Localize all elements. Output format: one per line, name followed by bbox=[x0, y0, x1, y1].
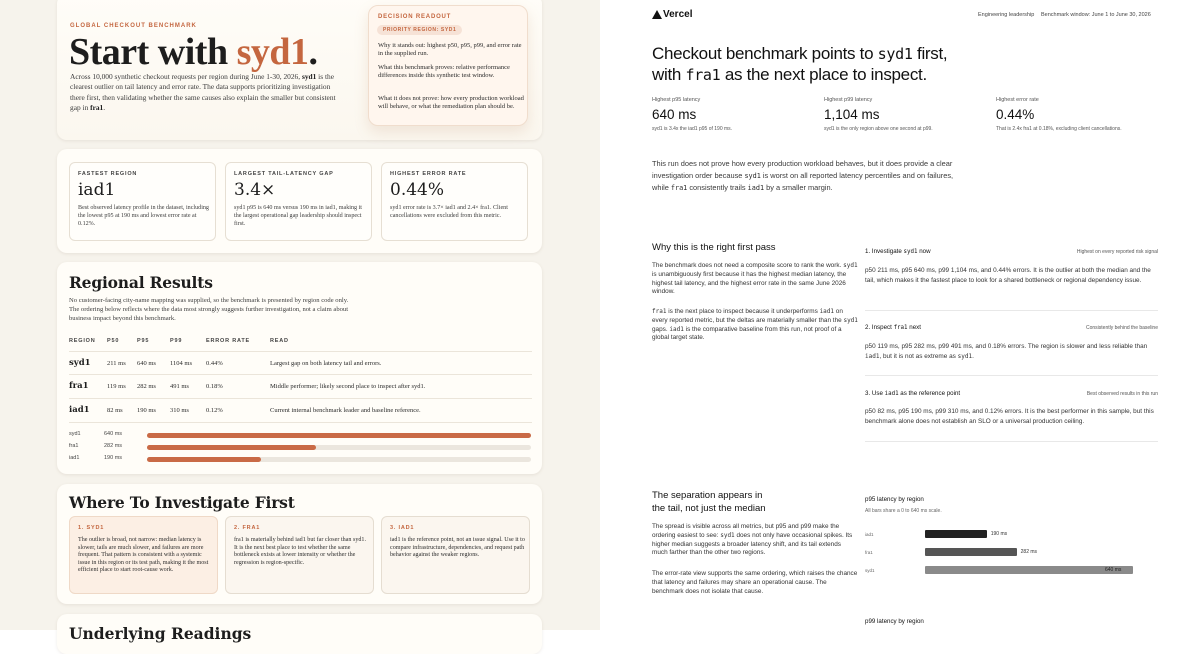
where-title: Where To Investigate First bbox=[69, 493, 295, 512]
cell-p99: 1104 ms bbox=[170, 360, 192, 367]
why-heading: Why this is the right first pass bbox=[652, 242, 776, 253]
header-window: Benchmark window: June 1 to June 30, 2026 bbox=[1041, 12, 1151, 18]
item-title: 1. Investigate syd1 now bbox=[865, 248, 931, 255]
chart-value-iad1: 190 ms bbox=[990, 531, 1008, 537]
underlying-readings-title: Underlying Readings bbox=[69, 624, 252, 643]
item-tag: Consistently behind the baseline bbox=[1086, 325, 1158, 331]
col-read: READ bbox=[270, 338, 289, 344]
item-body: p50 82 ms, p95 190 ms, p99 310 ms, and 0.12% errors. It is the best performer in this sample, but this benchmark alone does not establish an SLO or a universal production ceiling. bbox=[865, 408, 1154, 426]
bar-row-fra1 bbox=[69, 443, 532, 452]
chart-value-syd1: 640 ms bbox=[1105, 567, 1122, 573]
kpi-tail-gap bbox=[225, 162, 372, 241]
kpi-value: iad1 bbox=[78, 180, 116, 200]
metric-value: 640 ms bbox=[652, 107, 697, 122]
cell-region: fra1 bbox=[69, 381, 89, 391]
bar-fill-iad1 bbox=[147, 457, 261, 462]
kpi-value: 3.4× bbox=[234, 180, 276, 200]
investigate-label: 2. FRA1 bbox=[234, 525, 261, 531]
bar-value-label: 190 ms bbox=[104, 455, 123, 461]
table-row bbox=[69, 351, 532, 375]
metric-note: That is 2.4x fra1 at 0.18%, excluding client cancellations. bbox=[996, 126, 1122, 132]
readout-why: Why it stands out: highest p50, p95, p99, and error rate in the supplied run. bbox=[378, 42, 522, 57]
readout-proves: What this benchmark proves: relative performance differences inside this synthetic test window. bbox=[378, 64, 510, 79]
cell-p50: 82 ms bbox=[107, 407, 123, 414]
investigate-text: fra1 is materially behind iad1 but far closer than syd1. It is the next best place to test whether the same bottleneck exists at lower intensity or whether the regression is region-specific. bbox=[234, 537, 366, 566]
kpi-card bbox=[57, 149, 542, 253]
regional-intro: No customer-facing city-name mapping was supplied, so the benchmark is presented by region code only. The ordering below reflects where the data most strongly suggests further investigation, not a claim about business impact beyond this benchmark. bbox=[69, 297, 349, 323]
col-region: REGION bbox=[69, 338, 96, 344]
kpi-desc: Best observed latency profile in the dataset, including the lowest p95 at 190 ms and lowest error rate at 0.12%. bbox=[78, 205, 209, 227]
kpi-label: HIGHEST ERROR RATE bbox=[390, 171, 467, 177]
logo-text: Vercel bbox=[663, 9, 693, 20]
col-p95: P95 bbox=[137, 338, 150, 344]
chart-label-syd1: syd1 bbox=[865, 568, 875, 573]
cell-region: iad1 bbox=[69, 405, 90, 415]
chart-bar-iad1 bbox=[925, 530, 987, 538]
investigate-text: The outlier is broad, not narrow: median latency is slower, tails are much slower, and failures are more frequent. That pattern is consistent with a systemic issue in this region or its test path, making it the most efficient place to start root-cause work. bbox=[78, 537, 209, 574]
chart-label-iad1: iad1 bbox=[865, 532, 874, 537]
readout-title: DECISION READOUT bbox=[378, 14, 452, 20]
item-title: 2. Inspect fra1 next bbox=[865, 324, 921, 331]
cell-p50: 211 ms bbox=[107, 360, 126, 367]
chart-bar-syd1 bbox=[925, 566, 1133, 574]
metric-label: Highest error rate bbox=[996, 97, 1039, 103]
hero-title: Start with syd1. bbox=[69, 31, 318, 73]
left-report-panel bbox=[0, 0, 600, 643]
vercel-logo[interactable] bbox=[652, 9, 692, 20]
item-tag: Highest on every reported risk signal bbox=[1076, 249, 1158, 255]
chart-bar-fra1 bbox=[925, 548, 1017, 556]
item-tag: Best observed results in this run bbox=[1086, 391, 1158, 397]
regional-results-card bbox=[57, 262, 542, 474]
investigate-card-fra1 bbox=[225, 516, 374, 594]
where-to-investigate-card bbox=[57, 484, 542, 604]
table-row bbox=[69, 399, 532, 423]
kpi-error-rate bbox=[381, 162, 528, 241]
kpi-desc: syd1 error rate is 3.7× iad1 and 2.4× fra1. Client cancellations were excluded from this metric. bbox=[390, 205, 508, 219]
kpi-fastest-region bbox=[69, 162, 216, 241]
p99-chart-title: p99 latency by region bbox=[865, 618, 924, 625]
cell-read: Middle performer; likely second place to inspect after syd1. bbox=[270, 383, 426, 390]
metric-note: syd1 is 3.4x the iad1 p95 of 190 ms. bbox=[652, 126, 733, 132]
cell-p99: 310 ms bbox=[170, 407, 189, 414]
cell-error: 0.44% bbox=[206, 360, 223, 367]
separation-paragraph-1: The spread is visible across all metrics, but p95 and p99 make the ordering easiest to see: syd1 does not only have occasional spikes. Its higher median suggests a broader latency shift, and its tail extends much farther than the other two regions. bbox=[652, 523, 853, 557]
cell-read: Current internal benchmark leader and baseline reference. bbox=[270, 407, 421, 414]
priority-region-badge: PRIORITY REGION: SYD1 bbox=[377, 25, 462, 35]
chart-label-fra1: fra1 bbox=[865, 550, 873, 555]
metric-value: 1,104 ms bbox=[824, 107, 880, 122]
item-body: p50 119 ms, p95 282 ms, p99 491 ms, and 0.18% errors. The region is slower and less reliable than iad1, but it is not as extreme as syd1. bbox=[865, 343, 1148, 361]
bar-track bbox=[147, 457, 531, 462]
vercel-triangle-icon bbox=[652, 10, 662, 19]
cell-p99: 491 ms bbox=[170, 383, 189, 390]
col-p50: P50 bbox=[107, 338, 120, 344]
metric-p99 bbox=[824, 97, 984, 132]
cell-p50: 119 ms bbox=[107, 383, 126, 390]
kpi-label: FASTEST REGION bbox=[78, 171, 138, 177]
kpi-value: 0.44% bbox=[390, 180, 445, 200]
metric-label: Highest p99 latency bbox=[824, 97, 873, 103]
bar-region-label: syd1 bbox=[69, 431, 81, 437]
underlying-readings-card bbox=[57, 614, 542, 654]
table-row bbox=[69, 375, 532, 399]
why-paragraph-2: fra1 is the next place to inspect because it underperforms iad1 on every reported metric, but the deltas are materially smaller than the syd1 gaps. iad1 is the comparative baseline from this run, not proof of a global target state. bbox=[652, 308, 858, 342]
summary-paragraph: This run does not prove how every production workload behaves, but it does provide a clear investigation order because syd1 is worst on all reported latency percentiles and on failures, while fra1 consistently trails iad1 by a smaller margin. bbox=[652, 159, 954, 193]
separation-paragraph-2: The error-rate view supports the same ordering, which raises the chance that latency and failures may share an operational cause. The benchmark does not isolate that cause. bbox=[652, 570, 858, 595]
item-title: 3. Use iad1 as the reference point bbox=[865, 390, 961, 397]
cell-read: Largest gap on both latency tail and errors. bbox=[270, 360, 382, 367]
regional-results-title: Regional Results bbox=[69, 273, 213, 292]
hero-body: Across 10,000 synthetic checkout requests per region during June 1-30, 2026, syd1 is the clearest outlier on tail latency and error rate. The data supports prioritizing investigation there first, then validating whether the same causes also explain the smaller but consistent gap in fra1. bbox=[70, 72, 336, 113]
col-error-rate: ERROR RATE bbox=[206, 338, 250, 344]
item-body: p50 211 ms, p95 640 ms, p99 1,104 ms, and 0.44% errors. It is the outlier at both the median and the tail, which makes it the fastest place to look for a shared bottleneck or regional dependency issue. bbox=[865, 267, 1151, 285]
hero-eyebrow: GLOBAL CHECKOUT BENCHMARK bbox=[70, 23, 197, 29]
bar-value-label: 282 ms bbox=[104, 443, 123, 449]
cell-error: 0.18% bbox=[206, 383, 223, 390]
cell-region: syd1 bbox=[69, 358, 91, 368]
decision-readout-card bbox=[368, 5, 528, 126]
investigate-text: iad1 is the reference point, not an issue signal. Use it to compare infrastructure, dependencies, and request path behavior against the weaker regions. bbox=[390, 537, 525, 559]
investigate-label: 3. IAD1 bbox=[390, 525, 415, 531]
metric-note: syd1 is the only region above one second at p99. bbox=[824, 126, 933, 132]
cell-p95: 282 ms bbox=[137, 383, 156, 390]
investigate-card-iad1 bbox=[381, 516, 530, 594]
right-report-panel bbox=[600, 0, 1200, 630]
metric-label: Highest p95 latency bbox=[652, 97, 701, 103]
cell-error: 0.12% bbox=[206, 407, 223, 414]
kpi-desc: syd1 p95 is 640 ms versus 190 ms in iad1, making it the largest operational gap leadership should inspect first. bbox=[234, 205, 362, 227]
readout-not-proves: What it does not prove: how every production workload will behave, or what the remediation plan should be. bbox=[378, 95, 524, 110]
divider bbox=[865, 310, 1158, 311]
bar-track bbox=[147, 445, 531, 450]
bar-row-syd1 bbox=[69, 431, 532, 440]
divider bbox=[865, 441, 1158, 442]
hero-title-accent: syd1 bbox=[236, 31, 309, 73]
divider bbox=[865, 375, 1158, 376]
header-audience: Engineering leadership bbox=[978, 12, 1035, 18]
bar-fill-syd1 bbox=[147, 433, 531, 438]
chart-title: p95 latency by region bbox=[865, 496, 924, 503]
chart-subtitle: All bars share a 0 to 640 ms scale. bbox=[865, 508, 942, 514]
metric-p95 bbox=[652, 97, 812, 132]
bar-fill-fra1 bbox=[147, 445, 316, 450]
bar-region-label: iad1 bbox=[69, 455, 80, 461]
cell-p95: 640 ms bbox=[137, 360, 156, 367]
metric-value: 0.44% bbox=[996, 107, 1035, 122]
bar-value-label: 640 ms bbox=[104, 431, 123, 437]
page-title: Checkout benchmark points to syd1 first, with fra1 as the next place to inspect. bbox=[652, 44, 948, 84]
bar-row-iad1 bbox=[69, 455, 532, 464]
investigate-card-syd1 bbox=[69, 516, 218, 594]
col-p99: P99 bbox=[170, 338, 183, 344]
investigate-label: 1. SYD1 bbox=[78, 525, 105, 531]
cell-p95: 190 ms bbox=[137, 407, 156, 414]
why-paragraph-1: The benchmark does not need a composite score to rank the work. syd1 is unambiguously first because it has the highest median latency, the highest tail latency, and the highest error rate in the same June 2026 window. bbox=[652, 262, 858, 296]
metric-error-rate bbox=[996, 97, 1156, 132]
chart-value-fra1: 282 ms bbox=[1020, 549, 1038, 555]
kpi-label: LARGEST TAIL-LATENCY GAP bbox=[234, 171, 334, 177]
bar-track bbox=[147, 433, 531, 438]
bar-region-label: fra1 bbox=[69, 443, 79, 449]
separation-heading: The separation appears in the tail, not just the median bbox=[652, 490, 766, 514]
